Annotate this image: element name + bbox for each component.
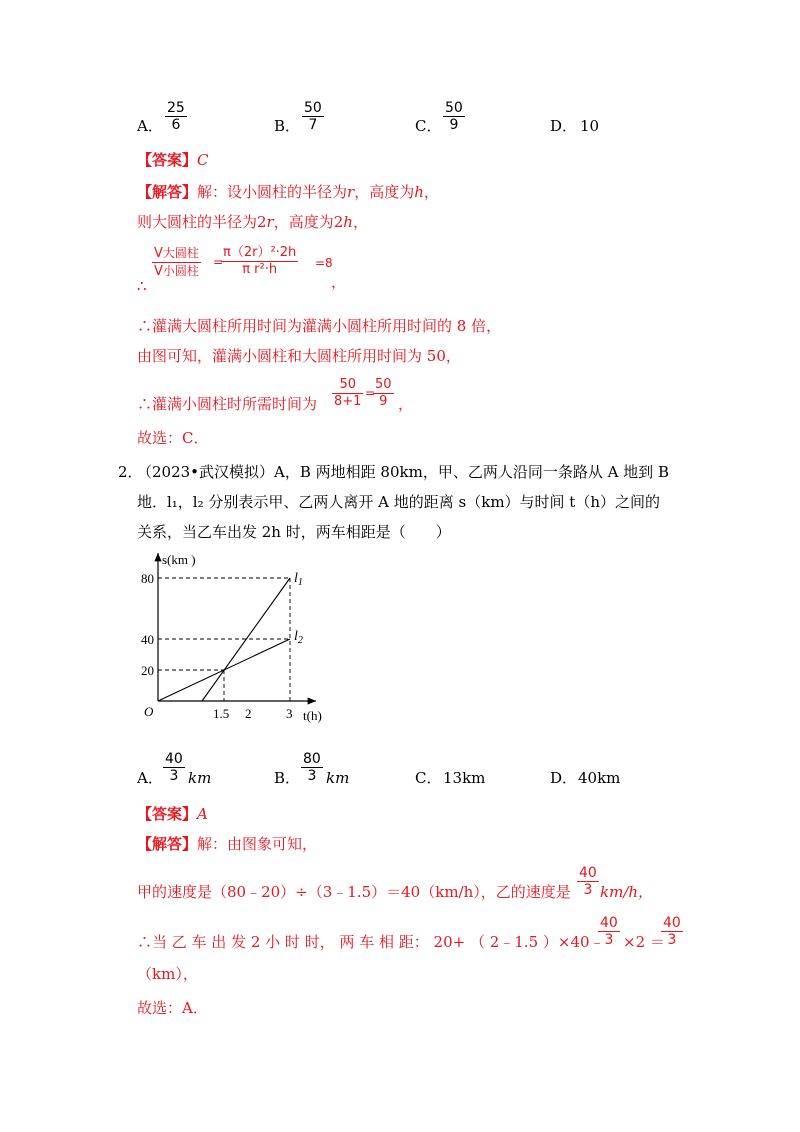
q2-sol3-fraction2 xyxy=(661,915,683,948)
x-tick-3: 3 xyxy=(286,706,293,721)
q2-option-b-den: 3 xyxy=(307,768,317,784)
q1-option-a-letter: A． xyxy=(137,117,163,135)
q1-option-d-text: 10 xyxy=(580,117,600,135)
q2-stem-line3: 关系，当乙车出发 2h 时，两车相距是（ ） xyxy=(137,523,451,541)
q2-sol3-num2: 40 xyxy=(663,915,681,931)
q1-option-c-num: 50 xyxy=(445,100,463,116)
q2-option-a-fraction xyxy=(163,751,185,784)
y-tick-40: 40 xyxy=(141,632,154,647)
q1-answer-value: C xyxy=(197,151,209,169)
q2-solution-line2: 甲的速度是（80﹣20）÷（3﹣1.5）＝40（km/h），乙的速度是 xyxy=(137,883,571,901)
x-axis-label: t(h) xyxy=(303,708,322,723)
q2-option-a-letter: A． xyxy=(137,769,163,787)
q1-solution-line1 xyxy=(137,182,439,202)
q1-ratio-num-sub: 大圆柱 xyxy=(162,246,199,260)
q2-solution-label: 【解答】 xyxy=(137,835,198,853)
q1-ratio-end: ， xyxy=(331,273,347,291)
q1-solution-line2 xyxy=(137,212,368,232)
q2-answer-value: A xyxy=(197,805,208,823)
q2-answer-label: 【答案】 xyxy=(137,805,198,823)
q1-option-a-num: 25 xyxy=(167,100,185,116)
y-tick-80: 80 xyxy=(141,571,154,586)
q1-option-d-letter: D． xyxy=(550,117,578,135)
q2-distance-time-graph xyxy=(130,545,330,730)
q2-option-b-unit: km xyxy=(326,769,350,787)
q1-option-a-den: 6 xyxy=(171,117,181,133)
q1-sol2-b: ，高度为2 xyxy=(273,213,344,231)
q1-ratio-eq2: =8 xyxy=(315,256,333,270)
q2-stem-line1: （2023•武汉模拟）A，B 两地相距 80km，甲、乙两人沿同一条路从 A 地到 B xyxy=(137,463,669,481)
q1-option-c-fraction xyxy=(443,100,465,133)
line-l2-label xyxy=(294,629,303,646)
origin-label: O xyxy=(144,704,154,719)
q1-sol6-f1-num: 50 xyxy=(332,377,363,394)
q2-sol1-text: 解：由图象可知， xyxy=(197,835,318,853)
q2-sol3-mid: ×2 ＝ xyxy=(623,933,665,951)
q1-solution-line4: ∴灌满大圆柱所用时间为灌满小圆柱所用时间的 8 倍， xyxy=(137,317,502,335)
q1-sol6-f2-num: 50 xyxy=(375,377,392,392)
q1-sol1-h: h xyxy=(414,183,424,201)
q1-option-c-den: 9 xyxy=(449,117,459,133)
q2-sol2-num: 40 xyxy=(579,865,597,881)
q1-sol6-fraction1 xyxy=(332,377,363,410)
q1-answer-line xyxy=(137,150,209,170)
y-axis-label: s(km ) xyxy=(162,552,196,567)
q1-ratio-expression-fraction xyxy=(221,245,298,278)
q2-option-c-text: 13km xyxy=(443,769,486,787)
q2-sol3-num1: 40 xyxy=(600,915,618,931)
q1-sol2-c: ， xyxy=(352,213,368,231)
y-tick-20: 20 xyxy=(141,663,154,678)
q1-ratio-den xyxy=(152,263,201,280)
q2-answer-line xyxy=(137,804,208,824)
line-l1-sub: 1 xyxy=(297,577,303,588)
q2-sol3-den1: 3 xyxy=(604,932,614,948)
q1-sol6-f2-den: 9 xyxy=(379,394,388,409)
q2-option-a-num: 40 xyxy=(165,751,183,767)
q2-option-a-den: 3 xyxy=(169,768,179,784)
x-tick-2: 2 xyxy=(245,706,252,721)
line-l2-sub: 2 xyxy=(297,635,303,646)
q1-option-b-letter: B． xyxy=(274,117,301,135)
q2-sol3-fraction1 xyxy=(598,915,620,948)
q1-sol6-fraction2 xyxy=(373,377,394,410)
q1-sol2-h: h xyxy=(343,213,353,231)
dashed-guides xyxy=(158,578,290,701)
q1-sol6-end: ， xyxy=(398,395,414,413)
line-l2-letter: l xyxy=(294,629,298,644)
q1-option-a-fraction xyxy=(165,100,187,133)
q1-sol1-a: 解：设小圆柱的半径为 xyxy=(197,183,348,201)
q1-sol2-r: r xyxy=(266,213,274,231)
q2-option-c-letter: C． xyxy=(415,769,442,787)
x-tick-1-5: 1.5 xyxy=(213,706,230,721)
q1-volume-ratio-fraction xyxy=(152,245,201,280)
q2-number: 2． xyxy=(118,463,143,481)
q2-option-b-fraction xyxy=(301,751,323,784)
q1-option-b-num: 50 xyxy=(304,100,322,116)
q2-solution-line5: 故选：A． xyxy=(137,999,208,1017)
q1-sol1-c: ， xyxy=(423,183,439,201)
q1-sol1-r: r xyxy=(347,183,355,201)
q1-ratio-num xyxy=(152,245,201,263)
q1-option-b-den: 7 xyxy=(308,117,318,133)
q1-ratio-den-v: V xyxy=(154,264,163,279)
q2-option-a-unit: km xyxy=(188,769,212,787)
line-l1-label xyxy=(294,571,303,588)
q1-option-b-fraction xyxy=(302,100,324,133)
q2-solution-line3: ∴当 乙 车 出 发 2 小 时 时， 两 车 相 距： 20+ （ 2﹣1.5 ）×40﹣ xyxy=(137,933,605,951)
q2-stem-line2: 地．l₁，l₂ 分别表示甲、乙两人离开 A 地的距离 s（km）与时间 t（h）之间的 xyxy=(137,493,660,511)
q1-option-c-letter: C． xyxy=(415,117,442,135)
q1-ratio2-den: π r²·h xyxy=(242,262,278,277)
q1-sol6-eq: = xyxy=(365,386,376,400)
q2-sol2-fraction xyxy=(577,865,599,898)
q1-solution-line5: 由图可知，灌满小圆柱和大圆柱所用时间为 50， xyxy=(137,347,461,365)
q2-option-d-text: 40km xyxy=(578,769,621,787)
q1-sol1-b: ，高度为 xyxy=(354,183,415,201)
q2-sol2-den: 3 xyxy=(583,882,593,898)
q1-solution-label: 【解答】 xyxy=(137,183,198,201)
q1-solution-line7: 故选：C． xyxy=(137,429,209,447)
q2-solution-line1 xyxy=(137,834,317,854)
q2-sol2-unit: km/h， xyxy=(600,883,654,901)
q2-solution-line4: （km）， xyxy=(137,965,198,983)
q2-option-d-letter: D． xyxy=(550,769,578,787)
q1-ratio-num-v: V xyxy=(154,246,163,261)
q1-sol6-a: ∴灌满小圆柱时所需时间为 xyxy=(137,395,318,413)
line-l1-letter: l xyxy=(294,571,298,586)
q1-ratio-den-sub: 小圆柱 xyxy=(162,264,199,278)
line-l1 xyxy=(202,578,290,701)
q1-ratio2-num: π（2r）²·2h xyxy=(223,245,297,260)
q2-option-b-num: 80 xyxy=(303,751,321,767)
q1-sol2-a: 则大圆柱的半径为2 xyxy=(137,213,267,231)
q1-sol6-f1-den: 8+1 xyxy=(334,394,362,409)
q2-option-b-letter: B． xyxy=(274,769,301,787)
q1-therefore-symbol: ∴ xyxy=(137,277,147,295)
q1-ratio-eq1: = xyxy=(213,255,224,269)
q1-answer-label: 【答案】 xyxy=(137,151,198,169)
q2-sol3-den2: 3 xyxy=(667,932,677,948)
